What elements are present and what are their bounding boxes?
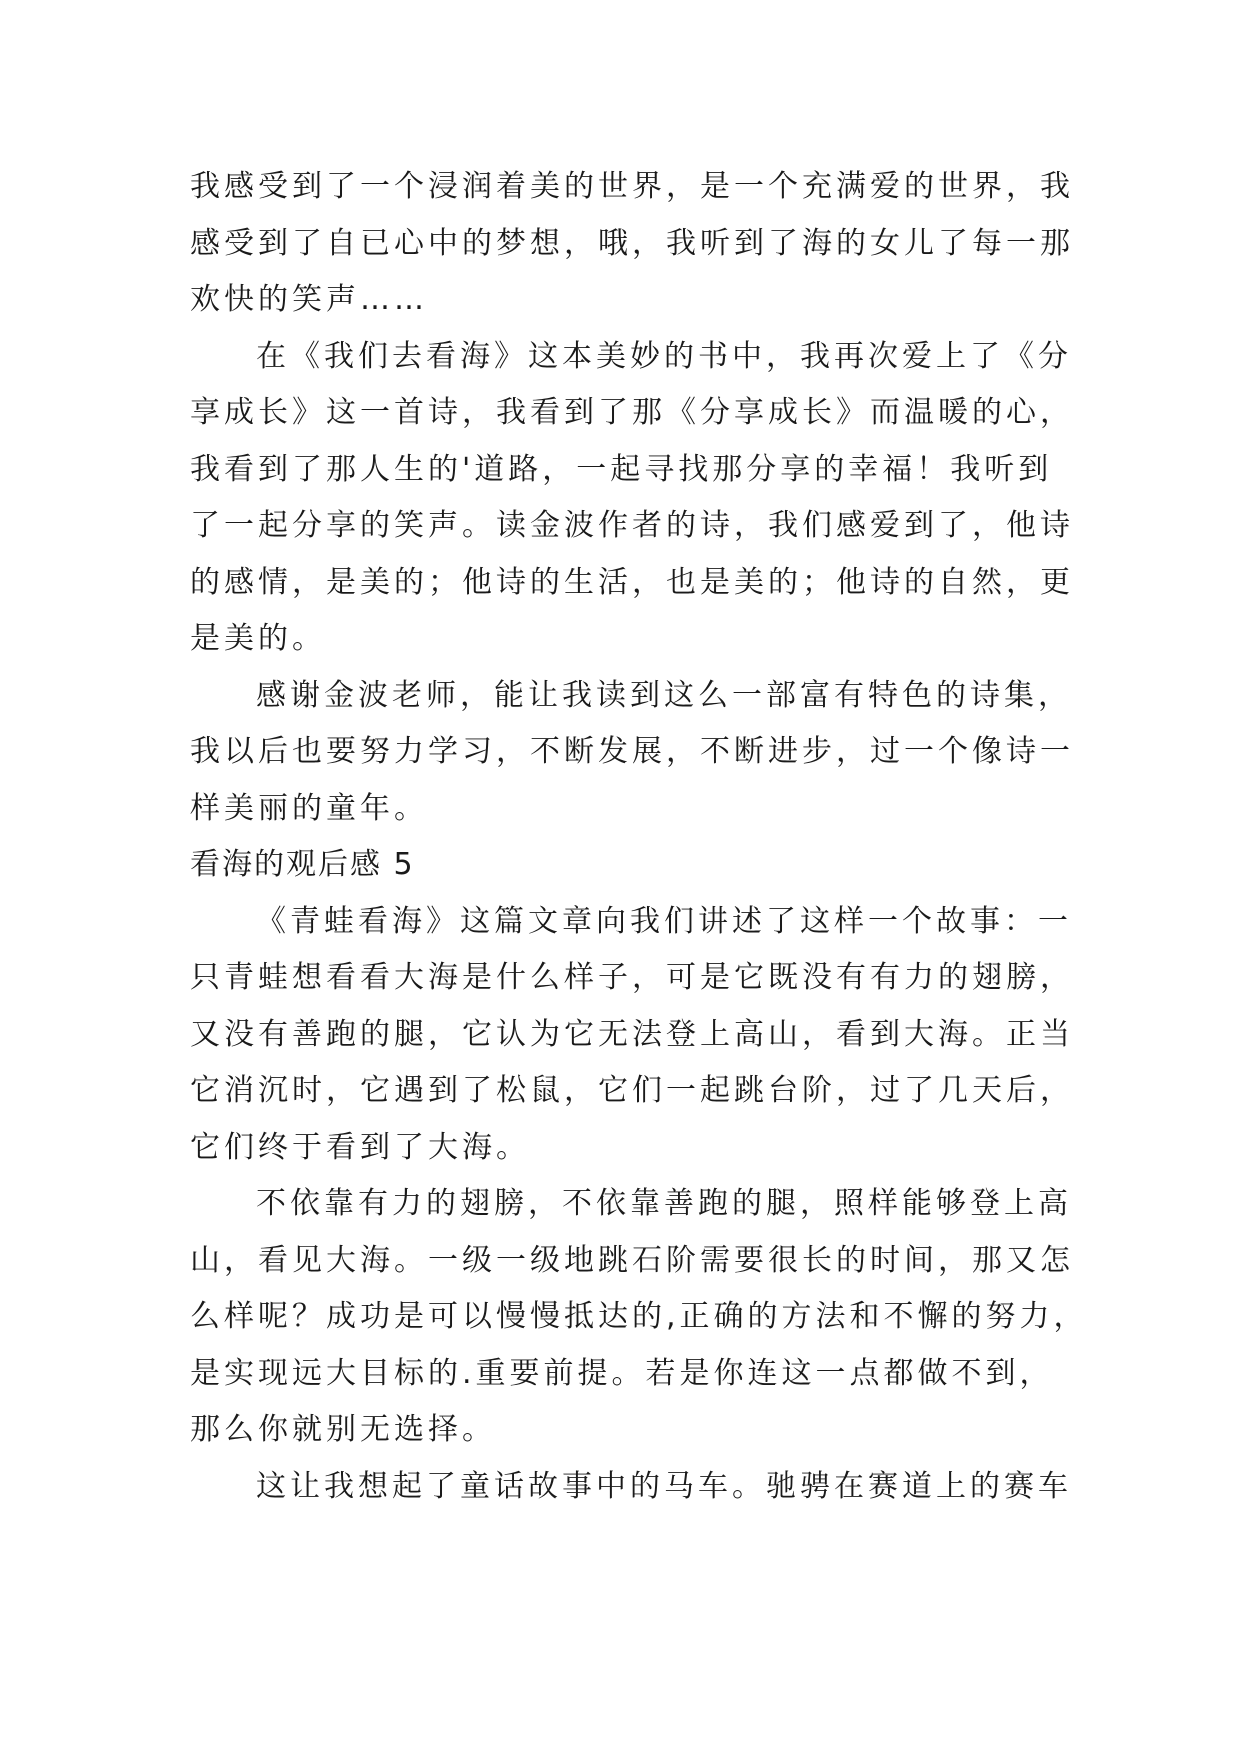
text-line: 它消沉时，它遇到了松鼠，它们一起跳台阶，过了几天后， <box>190 1073 1074 1108</box>
text-line: 感受到了自已心中的梦想，哦，我听到了海的女儿了每一那 <box>190 225 1074 261</box>
paragraph <box>190 1176 1088 1459</box>
paragraph <box>190 668 1074 838</box>
text-line: 在《我们去看海》这本美妙的书中，我再次爱上了《分 <box>256 338 1072 374</box>
text-line: 的感情，是美的；他诗的生活，也是美的；他诗的自然，更 <box>190 564 1074 600</box>
section-heading <box>190 837 1070 894</box>
text-line: 它们终于看到了大海。 <box>190 1129 530 1165</box>
text-line: 我以后也要努力学习，不断发展，不断进步，过一个像诗一 <box>190 734 1074 769</box>
text-line: 那么你就别无选择。 <box>190 1412 496 1447</box>
text-line: 样美丽的童年。 <box>190 790 428 826</box>
document-body <box>190 159 1088 1515</box>
text-line: 是实现远大目标的.重要前提。若是你连这一点都做不到， <box>190 1355 1054 1391</box>
text-line: 我看到了那人生的'道路，一起寻找那分享的幸福！我听到 <box>190 451 1053 487</box>
text-line: 感谢金波老师，能让我读到这么一部富有特色的诗集， <box>256 677 1072 713</box>
text-line: 《青蛙看海》这篇文章向我们讲述了这样一个故事：一 <box>256 903 1072 939</box>
text-line: 这让我想起了童话故事中的马车。驰骋在赛道上的赛车 <box>256 1468 1072 1504</box>
text-line: 欢快的笑声…… <box>190 282 428 317</box>
text-line: 只青蛙想看看大海是什么样子，可是它既没有有力的翅膀， <box>190 960 1074 995</box>
paragraph <box>190 329 1074 668</box>
paragraph <box>190 159 1074 329</box>
text-line: 不依靠有力的翅膀，不依靠善跑的腿，照样能够登上高 <box>256 1186 1072 1221</box>
paragraph <box>190 1459 1070 1516</box>
text-line: 我感受到了一个浸润着美的世界，是一个充满爱的世界，我 <box>190 169 1074 204</box>
text-line: 么样呢？成功是可以慢慢抵达的,正确的方法和不懈的努力， <box>190 1299 1088 1334</box>
heading-text: 看海的观后感 5 <box>190 847 415 882</box>
text-line: 享成长》这一首诗，我看到了那《分享成长》而温暖的心， <box>190 395 1074 430</box>
text-line: 又没有善跑的腿，它认为它无法登上高山，看到大海。正当 <box>190 1016 1074 1052</box>
paragraph <box>190 894 1074 1177</box>
text-line: 是美的。 <box>190 621 326 656</box>
text-line: 山，看见大海。一级一级地跳石阶需要很长的时间，那又怎 <box>190 1242 1074 1278</box>
text-line: 了一起分享的笑声。读金波作者的诗，我们感爱到了，他诗 <box>190 508 1074 543</box>
